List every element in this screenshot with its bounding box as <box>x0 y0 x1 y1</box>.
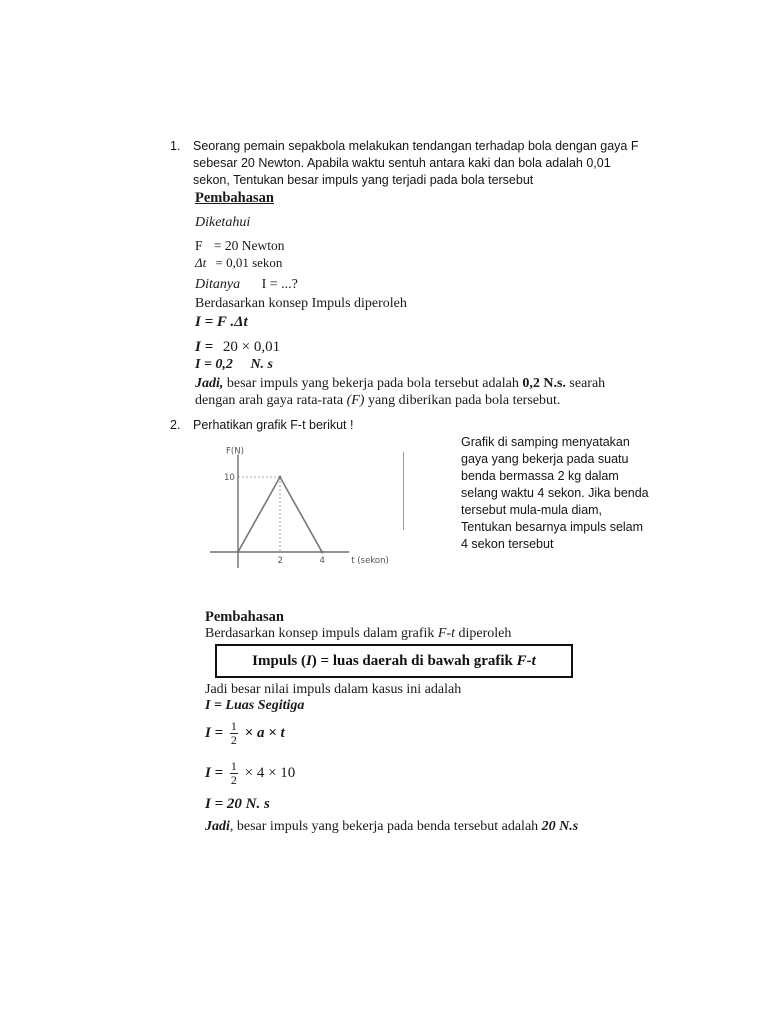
sol1-equation-2 <box>195 339 280 356</box>
data-point-2 <box>279 476 282 479</box>
sol2-box-ft: F-t <box>516 653 536 669</box>
sol2-heading: Pembahasan <box>205 609 284 625</box>
sol2-eq3-denominator: 2 <box>230 773 237 787</box>
x-tick-label-1: 2 <box>277 556 283 566</box>
q1-line-2: sebesar 20 Newton. Apabila waktu sentuh antara kaki dan bola adalah 0,01 <box>193 156 611 170</box>
sol1-conclusion-line2-f: (F) <box>346 393 365 408</box>
q2-side-line-6: Tentukan besarnya impuls selam <box>461 520 644 534</box>
q1-text <box>193 138 673 189</box>
sol2-eq3-lhs: I = <box>205 764 224 781</box>
sol1-conclusion-line2-a: dengan arah gaya rata-rata <box>195 393 347 408</box>
sol2-basis <box>205 626 511 642</box>
q1-line-3: sekon, Tentukan besar impuls yang terjadi pada bola tersebut <box>193 173 534 187</box>
ft-graph <box>200 436 410 576</box>
sol2-box-b: ) = luas daerah di bawah grafik <box>311 653 517 669</box>
sol2-box-i: I <box>305 653 312 669</box>
q2-prompt: Perhatikan grafik F-t berikut ! <box>193 418 354 432</box>
sol2-conclusion-jadi: Jadi <box>205 819 230 834</box>
sol1-basis: Berdasarkan konsep Impuls diperoleh <box>195 296 407 311</box>
data-point-1 <box>237 551 240 554</box>
sol2-eq3-numerator: 1 <box>230 759 237 773</box>
sol1-conclusion-line2-b: yang diberikan pada bola tersebut. <box>364 393 561 408</box>
sol1-conclusion-text-2: searah <box>565 376 606 391</box>
sol1-eq3-unit: N. s <box>250 357 273 372</box>
y-axis-label: F(N) <box>226 446 244 457</box>
sol2-eq2-numerator: 1 <box>230 719 237 733</box>
y-tick-label-1: 10 <box>224 473 235 483</box>
sol1-force-symbol: F <box>195 238 203 253</box>
sol1-eq3-lhs: I = 0,2 <box>195 357 233 372</box>
sol2-equation-2 <box>205 720 285 747</box>
sol2-intro: Jadi besar nilai impuls dalam kasus ini adalah <box>205 682 462 697</box>
sol1-time-value: = 0,01 sekon <box>215 255 283 270</box>
x-tick-label-2: 4 <box>319 556 325 566</box>
sol2-conclusion-value: 20 N.s <box>541 819 579 834</box>
sol1-conclusion-line-1 <box>195 376 605 392</box>
sol2-formula-box <box>215 644 573 678</box>
sol1-conclusion-value: 0,2 N.s. <box>522 376 566 391</box>
sol1-equation-3 <box>195 357 273 373</box>
sol2-basis-b: diperoleh <box>455 626 512 641</box>
sol2-basis-ft: F-t <box>437 626 455 641</box>
sol2-basis-a: Berdasarkan konsep impuls dalam grafik <box>205 626 438 641</box>
sol1-conclusion-jadi: Jadi, <box>195 376 224 391</box>
q2-side-text <box>461 434 661 553</box>
data-point-3 <box>321 551 324 554</box>
sol1-eq2-lhs: I = <box>195 339 214 355</box>
sol1-time-symbol: Δt <box>195 255 207 270</box>
sol2-eq2-rhs: × a × t <box>244 724 285 741</box>
sol1-force-row <box>195 238 285 254</box>
q2-side-line-1: Grafik di samping menyatakan <box>461 435 630 449</box>
sol1-conclusion-line-2 <box>195 393 560 409</box>
q2-side-line-2: gaya yang bekerja pada suatu <box>461 452 629 466</box>
sol2-equation-4: I = 20 N. s <box>205 796 270 812</box>
q1-line-1: Seorang pemain sepakbola melakukan tendangan terhadap bola dengan gaya F <box>193 139 639 153</box>
sol2-equation-1: I = Luas Segitiga <box>205 698 305 713</box>
q2-side-line-7: 4 sekon tersebut <box>461 537 554 551</box>
sol1-asked-label: Ditanya <box>195 277 241 292</box>
sol2-equation-3 <box>205 760 295 787</box>
sol1-eq2-rhs: 20 × 0,01 <box>222 339 281 355</box>
sol1-force-value: = 20 Newton <box>213 238 285 253</box>
q2-number: 2. <box>170 418 181 432</box>
q2-side-line-3: benda bermassa 2 kg dalam <box>461 469 619 483</box>
sol2-eq3-fraction <box>230 760 238 787</box>
x-axis-label: t (sekon) <box>351 556 389 566</box>
sol2-eq3-rhs: × 4 × 10 <box>244 764 296 781</box>
sol2-eq2-lhs: I = <box>205 724 224 741</box>
sol1-conclusion-text-1: besar impuls yang bekerja pada bola tersebut adalah <box>223 376 523 391</box>
sol2-eq2-denominator: 2 <box>230 733 237 747</box>
sol1-asked-value: I = ...? <box>261 277 298 292</box>
q2-side-line-4: selang waktu 4 sekon. Jika benda <box>461 486 649 500</box>
sol2-conclusion <box>205 819 578 835</box>
graph-divider <box>403 452 404 530</box>
sol2-eq2-fraction <box>230 720 238 747</box>
sol1-equation-1: I = F .Δt <box>195 314 248 330</box>
sol1-heading: Pembahasan <box>195 190 274 206</box>
q2-side-line-5: tersebut mula-mula diam, <box>461 503 603 517</box>
sol1-time-row <box>195 255 282 271</box>
sol2-box-a: Impuls ( <box>252 653 306 669</box>
q1-number: 1. <box>170 139 181 153</box>
sol1-asked-row <box>195 277 298 293</box>
sol1-known-label: Diketahui <box>195 215 251 230</box>
sol2-conclusion-text: , besar impuls yang bekerja pada benda tersebut adalah <box>229 819 542 834</box>
